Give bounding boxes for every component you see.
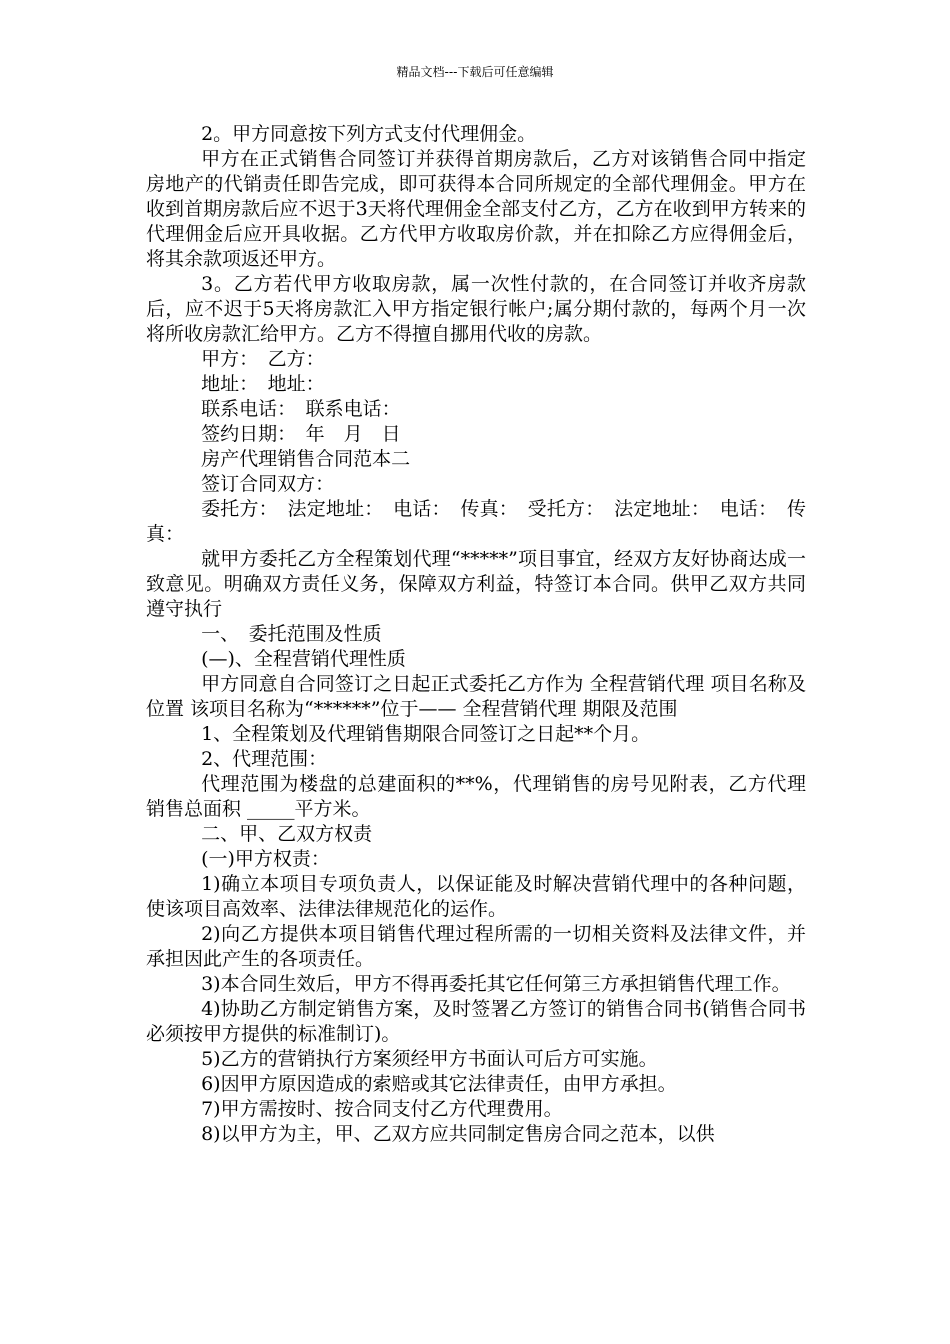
section-title: 房产代理销售合同范本二 (201, 448, 411, 470)
parties-info: 委托方： 法定地址： 电话： 传真： 受托方： 法定地址： 电话： 传真： (146, 498, 806, 545)
list-item: 7)甲方需按时、按合同支付乙方代理费用。 (201, 1098, 563, 1120)
signature-line-phone: 联系电话： 联系电话： (201, 398, 401, 420)
paragraph: 甲方在正式销售合同签订并获得首期房款后，乙方对该销售合同中指定房地产的代销责任即告完成，即可获得本合同所规定的全部代理佣金。甲方在收到首期房款后应不迟于3天将代理佣金全部支付乙方，乙方在收到甲方转来的代理佣金后应开具收据。乙方代甲方收取房价款，并在扣除乙方应得佣金后，将其余款项返还甲方。 (146, 148, 806, 270)
paragraph: 2。甲方同意按下列方式支付代理佣金。 (201, 123, 537, 145)
subsection-heading: (一)甲方权责： (201, 848, 330, 870)
document-body (146, 122, 806, 1147)
paragraph: 就甲方委托乙方全程策划代理“*****”项目事宜，经双方友好协商达成一致意见。明确双方责任义务，保障双方利益，特签订本合同。供甲乙双方共同遵守执行 (146, 548, 806, 620)
list-item: 5)乙方的营销执行方案须经甲方书面认可后方可实施。 (201, 1048, 658, 1070)
signature-line-address: 地址： 地址： (201, 373, 325, 395)
list-item: 3)本合同生效后，甲方不得再委托其它任何第三方承担销售代理工作。 (201, 973, 791, 995)
section-heading: 二、甲、乙双方权责 (201, 823, 373, 845)
list-item: 2)向乙方提供本项目销售代理过程所需的一切相关资料及法律文件，并承担因此产生的各项责任。 (146, 923, 806, 970)
list-item: 6)因甲方原因造成的索赔或其它法律责任，由甲方承担。 (201, 1073, 677, 1095)
paragraph: 3。乙方若代甲方收取房款，属一次性付款的，在合同签订并收齐房款后，应不迟于5天将房款汇入甲方指定银行帐户;属分期付款的，每两个月一次将所收房款汇给甲方。乙方不得擅自挪用代收的房款。 (146, 273, 806, 345)
signature-line-party: 甲方： 乙方： (201, 348, 325, 370)
list-item: 8)以甲方为主，甲、乙双方应共同制定售房合同之范本，以供 (201, 1123, 715, 1145)
subsection-heading: (—)、全程营销代理性质 (201, 648, 406, 670)
paragraph: 签订合同双方： (201, 473, 335, 495)
page-header: 精品文档---下载后可任意编辑 (396, 65, 554, 79)
paragraph: 2、代理范围： (201, 748, 328, 770)
paragraph: 1、全程策划及代理销售期限合同签订之日起**个月。 (201, 723, 651, 745)
paragraph: 甲方同意自合同签订之日起正式委托乙方作为 全程营销代理 项目名称及位置 该项目名称为“******”位于—— 全程营销代理 期限及范围 (146, 673, 806, 720)
section-heading: 一、 委托范围及性质 (201, 623, 382, 645)
signature-line-date: 签约日期： 年 月 日 (201, 423, 401, 445)
list-item: 1)确立本项目专项负责人，以保证能及时解决营销代理中的各种问题，使该项目高效率、法律法律规范化的运作。 (146, 873, 806, 920)
list-item: 4)协助乙方制定销售方案，及时签署乙方签订的销售合同书(销售合同书必须按甲方提供的标准制订)。 (146, 998, 806, 1045)
paragraph: 代理范围为楼盘的总建面积的**%，代理销售的房号见附表，乙方代理销售总面积 _____平方米。 (146, 773, 806, 820)
